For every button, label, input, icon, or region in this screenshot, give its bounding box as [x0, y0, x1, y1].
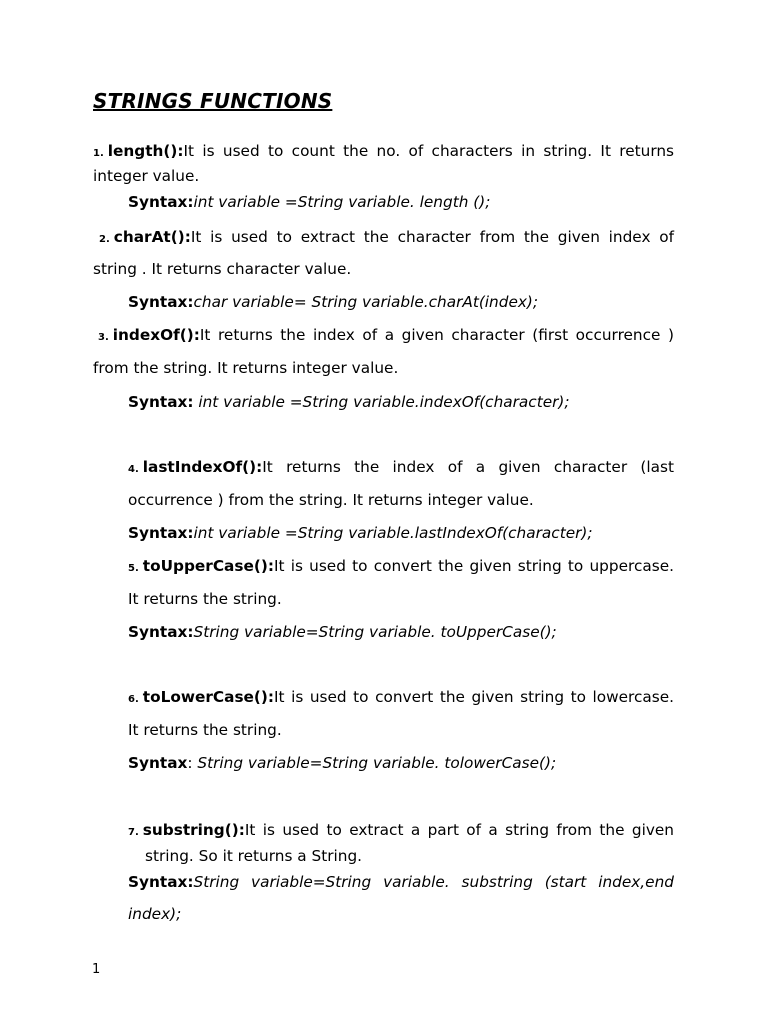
function-name: length():	[107, 142, 184, 160]
item-number: 5.	[128, 563, 139, 574]
syntax-code: int variable =String variable.indexOf(character);	[193, 393, 570, 411]
page-title: STRINGS FUNCTIONS	[93, 89, 333, 113]
item-5-line-1	[128, 556, 674, 579]
item-4-line-2: occurrence ) from the string. It returns integer value.	[128, 491, 534, 509]
syntax-code: String variable=String variable. toUpperCase();	[193, 623, 557, 641]
item-2-line-2: string . It returns character value.	[93, 260, 352, 278]
item-3-line-2: from the string. It returns integer value.	[93, 359, 399, 377]
item-2-syntax	[128, 292, 538, 312]
syntax-code: String variable=String variable. tolowerCase();	[192, 754, 557, 772]
syntax-label: Syntax:	[128, 393, 194, 411]
syntax-label: Syntax:	[128, 193, 194, 211]
item-description: It is used to convert the given string to lowercase.	[274, 688, 674, 706]
item-number: 6.	[128, 694, 139, 705]
item-description: It returns the index of a given character (last	[262, 458, 674, 476]
syntax-code: char variable= String variable.charAt(index);	[193, 293, 539, 311]
item-number: 3.	[98, 332, 109, 343]
item-1-syntax	[128, 192, 490, 212]
function-name: toUpperCase():	[142, 557, 274, 575]
item-2-line-1	[99, 227, 674, 250]
syntax-code: int variable =String variable.lastIndexOf(character);	[193, 524, 593, 542]
function-name: substring():	[142, 821, 245, 839]
function-name: lastIndexOf():	[142, 458, 263, 476]
syntax-separator: :	[187, 754, 193, 772]
item-description: It is used to count the no. of characters in string. It returns	[183, 142, 674, 160]
page-number: 1	[92, 962, 101, 977]
item-1-line-2: integer value.	[93, 167, 200, 185]
function-name: toLowerCase():	[142, 688, 275, 706]
syntax-label: Syntax:	[128, 293, 194, 311]
item-6-syntax	[128, 753, 556, 773]
item-5-syntax	[128, 622, 557, 642]
syntax-label: Syntax:	[128, 524, 194, 542]
syntax-label: Syntax	[128, 754, 188, 772]
item-3-line-1	[98, 325, 674, 348]
item-4-line-1	[128, 457, 674, 480]
item-3-syntax	[128, 392, 570, 412]
item-1-line-1	[93, 141, 674, 164]
syntax-code: String variable=String variable. substring (start index,end	[193, 873, 674, 891]
function-name: charAt():	[113, 228, 191, 246]
item-description: It is used to extract a part of a string from the given	[244, 821, 674, 839]
item-6-line-1	[128, 687, 674, 710]
item-description: It returns the index of a given character (first occurrence )	[199, 326, 674, 344]
item-7-line-2: string. So it returns a String.	[145, 847, 363, 865]
item-7-syntax-line-2: index);	[128, 905, 182, 923]
item-description: It is used to extract the character from the given index of	[190, 228, 674, 246]
item-4-syntax	[128, 523, 593, 543]
syntax-label: Syntax:	[128, 623, 194, 641]
item-number: 7.	[128, 827, 139, 838]
item-7-syntax	[128, 872, 674, 892]
syntax-code: int variable =String variable. length ();	[193, 193, 491, 211]
item-7-line-1	[128, 820, 674, 843]
item-6-line-2: It returns the string.	[128, 721, 282, 739]
syntax-label: Syntax:	[128, 873, 194, 891]
item-number: 4.	[128, 464, 139, 475]
function-name: indexOf():	[112, 326, 200, 344]
item-description: It is used to convert the given string to uppercase.	[273, 557, 674, 575]
item-number: 2.	[99, 234, 110, 245]
item-5-line-2: It returns the string.	[128, 590, 282, 608]
item-number: 1.	[93, 148, 104, 159]
